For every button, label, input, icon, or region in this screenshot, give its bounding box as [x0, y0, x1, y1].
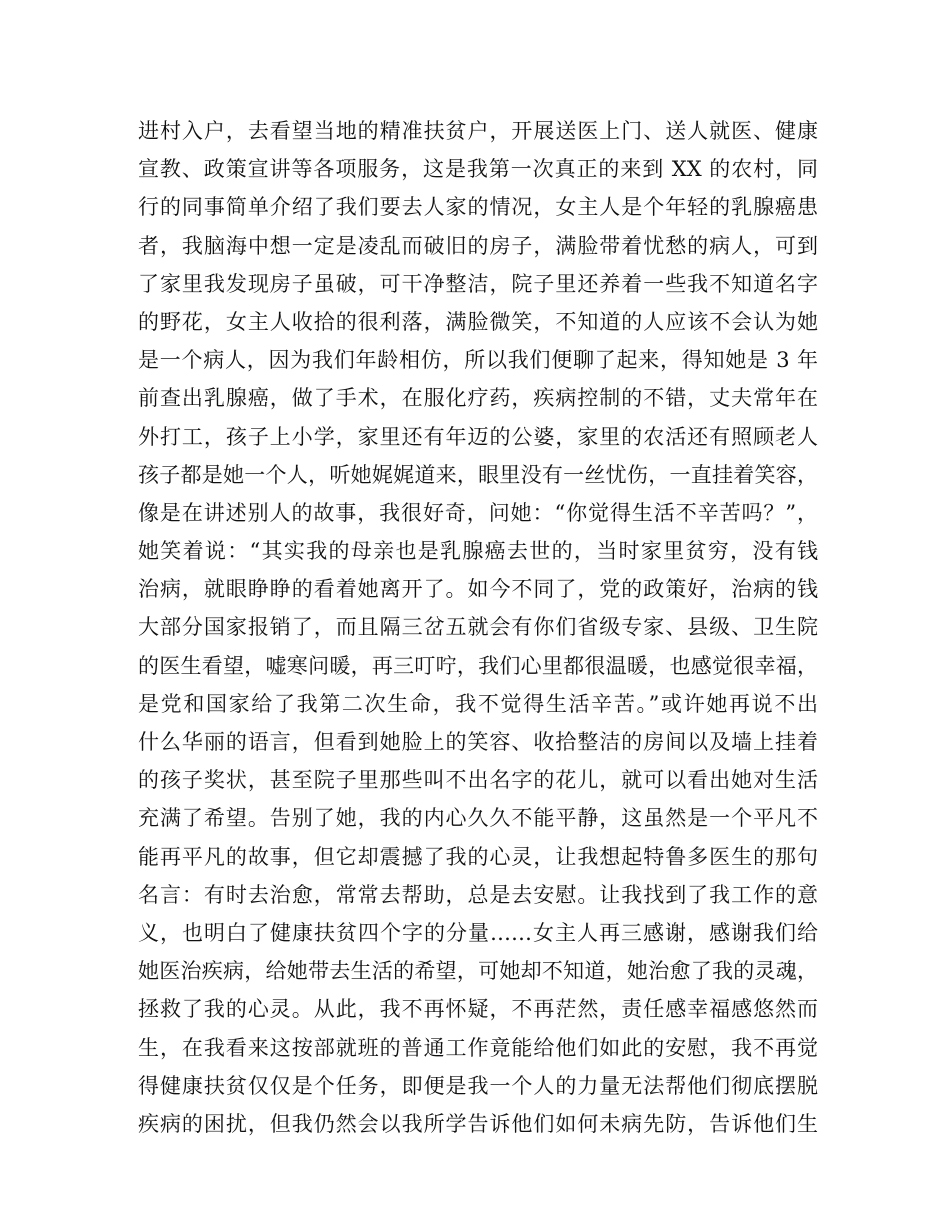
text-line-5: 了家里我发现房子虽破，可干净整洁，院子里还养着一些我不知道名字 — [138, 271, 818, 296]
text-line-4: 者，我脑海中想一定是凌乱而破旧的房子，满脸带着忧愁的病人，可到 — [138, 233, 818, 258]
text-line-22: 义，也明白了健康扶贫四个字的分量……女主人再三感谢，感谢我们给 — [138, 920, 818, 945]
text-line-7: 是一个病人，因为我们年龄相仿，所以我们便聊了起来，得知她是 3 年 — [138, 348, 818, 373]
text-line-2: 宣教、政策宣讲等各项服务，这是我第一次真正的来到 XX 的农村，同 — [138, 157, 818, 182]
text-line-23: 她医治疾病，给她带去生活的希望，可她却不知道，她治愈了我的灵魂， — [138, 959, 818, 984]
text-line-14: 大部分国家报销了，而且隔三岔五就会有你们省级专家、县级、卫生院 — [138, 615, 818, 640]
text-line-26: 得健康扶贫仅仅是个任务，即便是我一个人的力量无法帮他们彻底摆脱 — [138, 1073, 818, 1098]
text-line-25: 生，在我看来这按部就班的普通工作竟能给他们如此的安慰，我不再觉 — [138, 1035, 818, 1060]
text-line-10: 孩子都是她一个人，听她娓娓道来，眼里没有一丝忧伤，一直挂着笑容， — [138, 462, 818, 487]
body-text — [138, 112, 818, 1143]
text-line-13: 治病，就眼睁睁的看着她离开了。如今不同了，党的政策好，治病的钱 — [138, 577, 818, 602]
text-line-21: 名言：有时去治愈，常常去帮助，总是去安慰。让我找到了我工作的意 — [138, 882, 818, 907]
text-line-11: 像是在讲述别人的故事，我很好奇，问她：“你觉得生活不辛苦吗？”， — [138, 500, 818, 525]
text-line-27: 疾病的困扰，但我仍然会以我所学告诉他们如何未病先防，告诉他们生 — [138, 1111, 818, 1136]
text-line-3: 行的同事简单介绍了我们要去人家的情况，女主人是个年轻的乳腺癌患 — [138, 195, 818, 220]
text-line-24: 拯救了我的心灵。从此，我不再怀疑，不再茫然，责任感幸福感悠然而 — [138, 997, 818, 1022]
text-line-6: 的野花，女主人收拾的很利落，满脸微笑，不知道的人应该不会认为她 — [138, 309, 818, 334]
text-line-20: 能再平凡的故事，但它却震撼了我的心灵，让我想起特鲁多医生的那句 — [138, 844, 818, 869]
text-line-9: 外打工，孩子上小学，家里还有年迈的公婆，家里的农活还有照顾老人 — [138, 424, 818, 449]
text-line-18: 的孩子奖状，甚至院子里那些叫不出名字的花儿，就可以看出她对生活 — [138, 768, 818, 793]
text-line-8: 前查出乳腺癌，做了手术，在服化疗药，疾病控制的不错，丈夫常年在 — [138, 386, 818, 411]
text-line-19: 充满了希望。告别了她，我的内心久久不能平静，这虽然是一个平凡不 — [138, 806, 818, 831]
text-line-1: 进村入户，去看望当地的精准扶贫户，开展送医上门、送人就医、健康 — [138, 119, 818, 143]
text-line-12: 她笑着说：“其实我的母亲也是乳腺癌去世的，当时家里贫穷，没有钱 — [138, 539, 818, 564]
text-line-17: 什么华丽的语言，但看到她脸上的笑容、收拾整洁的房间以及墙上挂着 — [138, 730, 818, 754]
text-line-16: 是党和国家给了我第二次生命，我不觉得生活辛苦。”或许她再说不出 — [138, 691, 818, 716]
text-line-15: 的医生看望，嘘寒问暖，再三叮咛，我们心里都很温暖，也感觉很幸福， — [138, 653, 818, 678]
